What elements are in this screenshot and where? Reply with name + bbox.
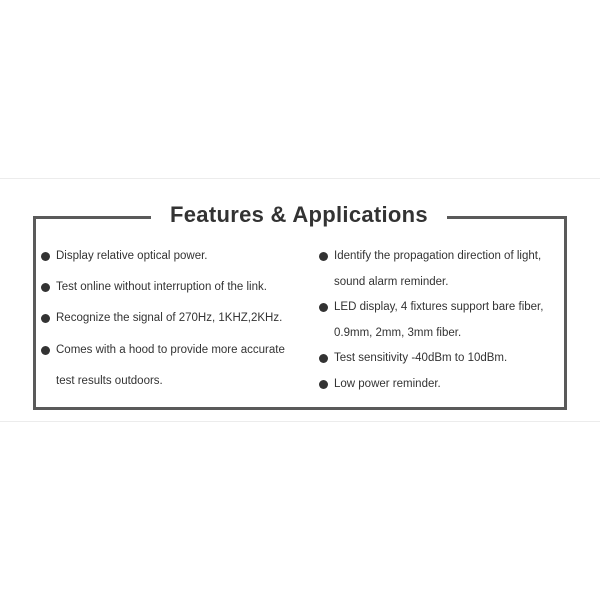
bullet-icon: [319, 380, 328, 389]
feature-item: Recognize the signal of 270Hz, 1KHZ,2KHz.: [40, 306, 308, 332]
bullet-icon: [319, 252, 328, 261]
bullet-icon: [319, 354, 328, 363]
feature-list-left: [40, 244, 308, 403]
feature-item: Test sensitivity -40dBm to 10dBm.: [318, 346, 563, 372]
bullet-icon: [41, 252, 50, 261]
feature-item: Identify the propagation direction of light, sound alarm reminder.: [318, 244, 563, 295]
feature-item: Low power reminder.: [318, 372, 563, 398]
feature-list-right: [318, 244, 563, 397]
bullet-icon: [319, 303, 328, 312]
feature-item: Display relative optical power.: [40, 244, 308, 270]
feature-item: LED display, 4 fixtures support bare fiber, 0.9mm, 2mm, 3mm fiber.: [318, 295, 563, 346]
section-title: Features & Applications: [170, 202, 428, 227]
frame-top-line-right: [447, 216, 567, 219]
frame-top-line-left: [33, 216, 151, 219]
feature-item: Comes with a hood to provide more accurate test results outdoors.: [40, 335, 308, 397]
bullet-icon: [41, 283, 50, 292]
bullet-icon: [41, 314, 50, 323]
feature-item: Test online without interruption of the link.: [40, 275, 308, 301]
bullet-icon: [41, 346, 50, 355]
